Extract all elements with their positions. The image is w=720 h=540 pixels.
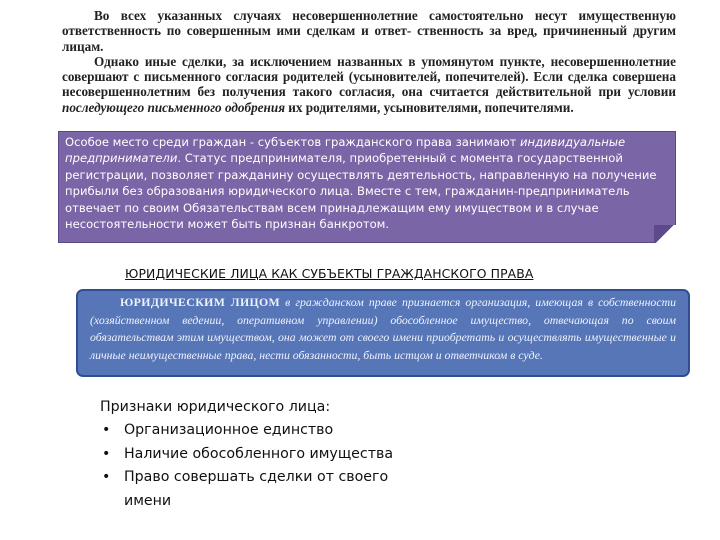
scanned-text-block [62, 8, 676, 115]
definition-text: в гражданском праве признается организация, имеющая в собственности (хозяйственном ведении, оперативном управлении) обособленное имущество, отвечающая по своим обязательствам этим имуществом, она может от своего имени приобретать и осуществлять имущественные и личные неимущественные права, нести обязанности, быть истцом и ответчиком в суде. [90, 295, 676, 362]
entrepreneur-callout [58, 131, 676, 243]
paragraph-1: Во всех указанных случаях несовершеннолетние самостоятельно несут имущественную ответственность по совершенным ими сделкам и ответ- ственность за вред, причиненный другим лицам. [62, 8, 676, 54]
paragraph-2-start: Однако иные сделки, за исключением названных в упомянутом пункте, несовершеннолетние совершают с письменного согласия родителей (усыновителей, попечителей). Если сделка совершена несовершеннолетним без получения такого согласия, она считается действительной при условии [62, 53, 676, 100]
paragraph-2 [62, 54, 676, 115]
list-item: • Наличие обособленного имущества [100, 443, 420, 466]
folded-corner-icon [654, 225, 676, 243]
section-heading: ЮРИДИЧЕСКИЕ ЛИЦА КАК СУБЪЕКТЫ ГРАЖДАНСКОГО ПРАВА [125, 266, 534, 281]
paragraph-2-end: их родителями, усыновителями, попечителями. [284, 99, 574, 115]
definition-term: ЮРИДИЧЕСКИМ ЛИЦОМ [120, 295, 281, 309]
signs-title: Признаки юридического лица: [100, 399, 331, 415]
list-item: • Организационное единство [100, 419, 420, 442]
legal-entity-definition-box [76, 289, 690, 377]
callout-text-start: Особое место среди граждан - субъектов гражданского права занимают [65, 135, 521, 149]
paragraph-2-emphasis: последующего письменного одобрения [62, 99, 285, 115]
signs-list [100, 419, 420, 513]
callout-emphasis: индивидуальные предприниматели [65, 135, 626, 166]
legal-entity-signs [100, 396, 420, 513]
callout-text-end: . Статус предпринимателя, приобретенный с момента государственной регистрации, позволяет гражданину осуществлять деятельность, направленную на получение прибыли без образования юридического лица. Вместе с тем, гражданин-предприниматель отвечает по своим Обязательствам всем принадлежащим ему имуществом и в случае несостоятельности может быть признан банкротом. [65, 151, 657, 232]
definition-paragraph [90, 294, 676, 364]
list-item: • Право совершать сделки от своего имени [100, 466, 420, 513]
